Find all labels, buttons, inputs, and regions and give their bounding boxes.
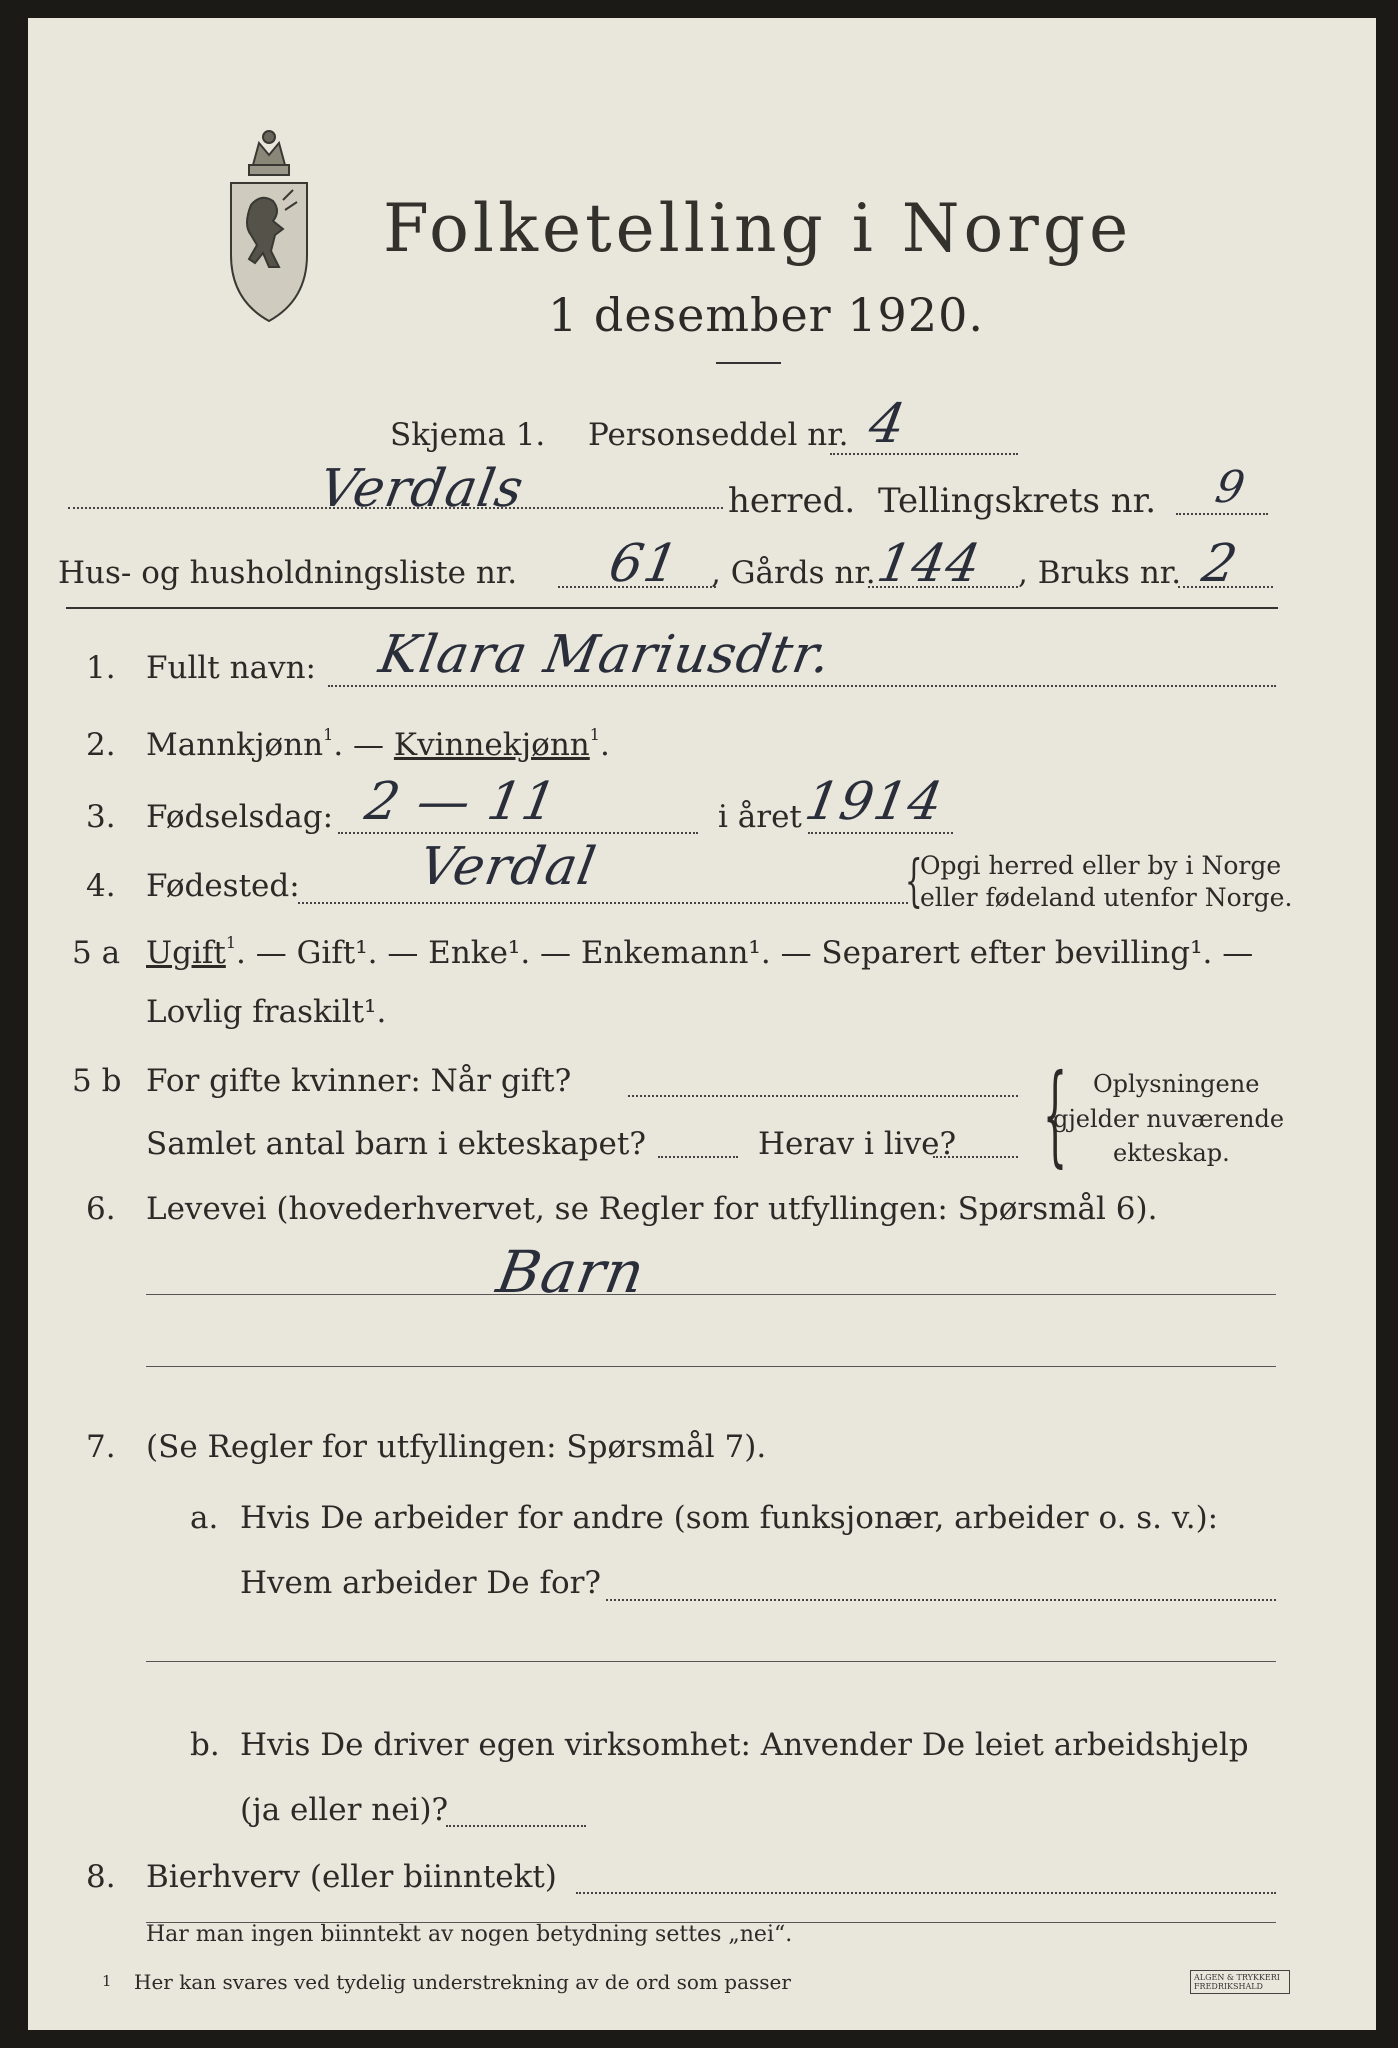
q7-number: 7. bbox=[86, 1429, 116, 1466]
q5a-ugift: Ugift bbox=[146, 934, 226, 971]
q5b-brace: { bbox=[1042, 1049, 1068, 1178]
q5b-note3: ekteskap. bbox=[1113, 1139, 1230, 1168]
q5b-label3: Herav i live? bbox=[758, 1125, 957, 1162]
q8-number: 8. bbox=[86, 1859, 116, 1896]
q4-brace: { bbox=[904, 848, 923, 914]
q4-note2: eller fødeland utenfor Norge. bbox=[920, 883, 1293, 913]
q4-label: Fødested: bbox=[146, 867, 300, 904]
coat-of-arms-icon bbox=[223, 125, 315, 325]
hus-label: Hus- og husholdningsliste nr. bbox=[58, 554, 518, 591]
q4-value: Verdal bbox=[414, 837, 601, 898]
q4-line bbox=[298, 902, 908, 904]
footnote-mark: 1 bbox=[102, 1972, 112, 1990]
q5b-line1 bbox=[628, 1095, 1018, 1097]
tellingskrets-value: 9 bbox=[1211, 462, 1250, 514]
q5b-label1: For gifte kvinner: Når gift? bbox=[146, 1062, 572, 1099]
census-form bbox=[28, 18, 1376, 2030]
q1-number: 1. bbox=[86, 650, 116, 687]
tellingskrets-label: Tellingskrets nr. bbox=[878, 481, 1157, 522]
q4-note1: Opgi herred eller by i Norge bbox=[920, 850, 1282, 880]
personseddel-label: Personseddel nr. bbox=[588, 417, 849, 454]
personseddel-value: 4 bbox=[864, 392, 911, 456]
hus-value: 61 bbox=[604, 533, 684, 594]
q6-line1 bbox=[146, 1294, 1276, 1295]
q2-text: Mannkjønn$^1$. — Kvinnekjønn$^1$. bbox=[146, 724, 610, 763]
q8-line bbox=[576, 1892, 1276, 1894]
title-divider bbox=[716, 362, 781, 364]
q5a-number: 5 a bbox=[72, 934, 121, 971]
bruks-label: , Bruks nr. bbox=[1018, 554, 1182, 591]
q5b-number: 5 b bbox=[72, 1062, 122, 1099]
q4-number: 4. bbox=[86, 867, 116, 904]
q7b-line bbox=[446, 1825, 586, 1827]
q2-kvinne: Kvinnekjønn bbox=[393, 726, 590, 763]
biinntekt-note: Har man ingen biinntekt av nogen betydning settes „nei“. bbox=[146, 1922, 793, 1947]
q5b-line3 bbox=[933, 1156, 1018, 1158]
q5b-line2 bbox=[658, 1156, 738, 1158]
q3-label: Fødselsdag: bbox=[146, 799, 334, 836]
q6-number: 6. bbox=[86, 1190, 116, 1227]
q2-number: 2. bbox=[86, 726, 116, 763]
skjema-label: Skjema 1. bbox=[390, 417, 546, 454]
q5a-line1: Ugift$^1$. — Gift¹. — Enke¹. — Enkemann¹. — Separert efter bevilling¹. — bbox=[146, 932, 1254, 971]
bruks-value: 2 bbox=[1197, 533, 1243, 594]
q3-year-label: i året bbox=[718, 799, 802, 836]
page-title: Folketelling i Norge bbox=[383, 189, 1133, 267]
q5b-note2: gjelder nuværende bbox=[1053, 1104, 1285, 1133]
q7b-question: (ja eller nei)? bbox=[240, 1792, 449, 1829]
q7a-text: Hvis De arbeider for andre (som funksjonær, arbeider o. s. v.): bbox=[240, 1500, 1219, 1537]
q5a-line2: Lovlig fraskilt¹. bbox=[146, 994, 387, 1030]
header-divider bbox=[66, 607, 1278, 609]
census-date: 1 desember 1920. bbox=[548, 288, 984, 343]
q7-label: (Se Regler for utfyllingen: Spørsmål 7). bbox=[146, 1429, 767, 1466]
q6-value: Barn bbox=[492, 1238, 651, 1307]
herred-label: herred. bbox=[728, 481, 856, 522]
personseddel-line bbox=[830, 453, 1018, 455]
q7a-letter: a. bbox=[190, 1500, 219, 1537]
q3-number: 3. bbox=[86, 799, 116, 836]
herred-value: Verdals bbox=[314, 459, 529, 520]
q7a-question: Hvem arbeider De for? bbox=[240, 1565, 602, 1602]
printer-stamp: ALGEN & TRYKKERI FREDRIKSHALD bbox=[1190, 1970, 1290, 1994]
q7a-line2 bbox=[146, 1661, 1276, 1662]
q5b-note1: Oplysningene bbox=[1093, 1070, 1260, 1099]
q8-label: Bierhverv (eller biinntekt) bbox=[146, 1859, 557, 1896]
q6-line2 bbox=[146, 1366, 1276, 1367]
q1-value: Klara Mariusdtr. bbox=[374, 625, 836, 686]
q2-mann: Mannkjønn bbox=[146, 726, 324, 763]
q6-label: Levevei (hovederhvervet, se Regler for utfyllingen: Spørsmål 6). bbox=[146, 1190, 1158, 1227]
q7b-text: Hvis De driver egen virksomhet: Anvender De leiet arbeidshjelp bbox=[240, 1727, 1249, 1764]
footnote-text: Her kan svares ved tydelig understrekning av de ord som passer bbox=[134, 1970, 791, 1994]
q7b-letter: b. bbox=[190, 1727, 220, 1764]
q3-year-value: 1914 bbox=[800, 772, 948, 833]
q5b-label2: Samlet antal barn i ekteskapet? bbox=[146, 1125, 646, 1162]
footnote-area bbox=[56, 1968, 1346, 1998]
gards-value: 144 bbox=[872, 533, 986, 594]
q1-label: Fullt navn: bbox=[146, 650, 316, 687]
gards-label: , Gårds nr. bbox=[711, 554, 876, 591]
q7a-line bbox=[606, 1599, 1276, 1601]
q3-value: 2 — 11 bbox=[360, 772, 562, 833]
